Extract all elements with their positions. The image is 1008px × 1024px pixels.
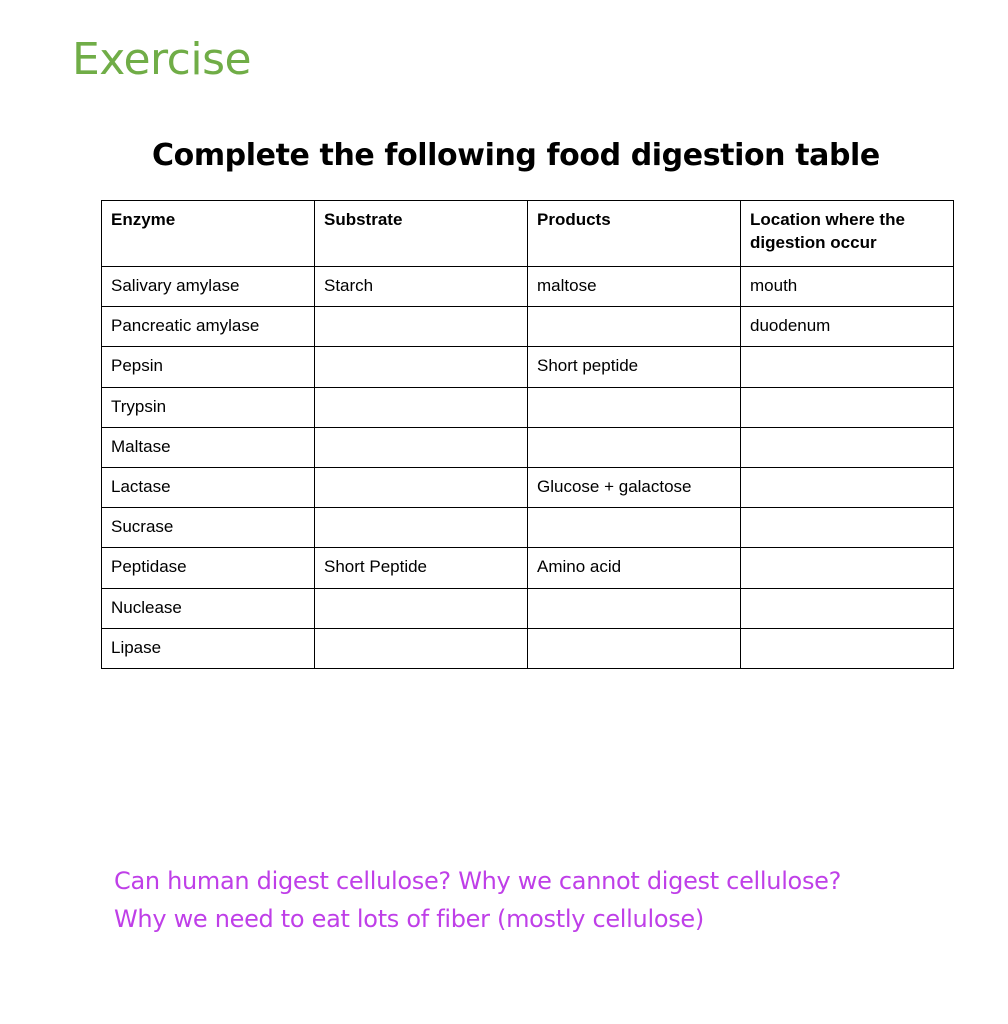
location-cell: duodenum bbox=[741, 307, 954, 347]
location-cell: mouth bbox=[741, 267, 954, 307]
enzyme-cell: Maltase bbox=[102, 427, 315, 467]
table-header bbox=[102, 201, 954, 267]
products-cell bbox=[528, 508, 741, 548]
products-cell: Short peptide bbox=[528, 347, 741, 387]
substrate-cell bbox=[315, 347, 528, 387]
table-row bbox=[102, 588, 954, 628]
products-cell bbox=[528, 387, 741, 427]
digestion-table bbox=[101, 200, 954, 669]
table-row bbox=[102, 307, 954, 347]
discussion-questions bbox=[114, 862, 841, 938]
enzyme-cell: Pepsin bbox=[102, 347, 315, 387]
question-line: Why we need to eat lots of fiber (mostly cellulose) bbox=[114, 905, 704, 933]
substrate-cell bbox=[315, 628, 528, 668]
table-header-row bbox=[102, 201, 954, 267]
table-row bbox=[102, 548, 954, 588]
enzyme-cell: Lipase bbox=[102, 628, 315, 668]
header-enzyme: Enzyme bbox=[102, 201, 315, 267]
table-row bbox=[102, 467, 954, 507]
products-cell: Amino acid bbox=[528, 548, 741, 588]
location-cell bbox=[741, 427, 954, 467]
header-location: Location where the digestion occur bbox=[741, 201, 954, 267]
exercise-title: Exercise bbox=[72, 34, 252, 85]
enzyme-cell: Pancreatic amylase bbox=[102, 307, 315, 347]
substrate-cell: Short Peptide bbox=[315, 548, 528, 588]
table-heading: Complete the following food digestion table bbox=[152, 138, 880, 173]
table-row bbox=[102, 347, 954, 387]
products-cell bbox=[528, 588, 741, 628]
enzyme-cell: Peptidase bbox=[102, 548, 315, 588]
substrate-cell bbox=[315, 427, 528, 467]
location-cell bbox=[741, 508, 954, 548]
table-row bbox=[102, 427, 954, 467]
products-cell bbox=[528, 307, 741, 347]
enzyme-cell: Lactase bbox=[102, 467, 315, 507]
location-cell bbox=[741, 548, 954, 588]
table-row bbox=[102, 267, 954, 307]
table-body bbox=[102, 267, 954, 669]
table-row bbox=[102, 508, 954, 548]
enzyme-cell: Trypsin bbox=[102, 387, 315, 427]
enzyme-cell: Salivary amylase bbox=[102, 267, 315, 307]
substrate-cell bbox=[315, 508, 528, 548]
location-cell bbox=[741, 347, 954, 387]
substrate-cell bbox=[315, 387, 528, 427]
substrate-cell bbox=[315, 588, 528, 628]
table-row bbox=[102, 628, 954, 668]
substrate-cell bbox=[315, 307, 528, 347]
location-cell bbox=[741, 588, 954, 628]
products-cell: maltose bbox=[528, 267, 741, 307]
location-cell bbox=[741, 387, 954, 427]
enzyme-cell: Nuclease bbox=[102, 588, 315, 628]
products-cell: Glucose + galactose bbox=[528, 467, 741, 507]
location-cell bbox=[741, 628, 954, 668]
substrate-cell bbox=[315, 467, 528, 507]
question-line: Can human digest cellulose? Why we cannot digest cellulose? bbox=[114, 867, 842, 895]
products-cell bbox=[528, 628, 741, 668]
header-products: Products bbox=[528, 201, 741, 267]
table-row bbox=[102, 387, 954, 427]
header-substrate: Substrate bbox=[315, 201, 528, 267]
substrate-cell: Starch bbox=[315, 267, 528, 307]
products-cell bbox=[528, 427, 741, 467]
location-cell bbox=[741, 467, 954, 507]
enzyme-cell: Sucrase bbox=[102, 508, 315, 548]
